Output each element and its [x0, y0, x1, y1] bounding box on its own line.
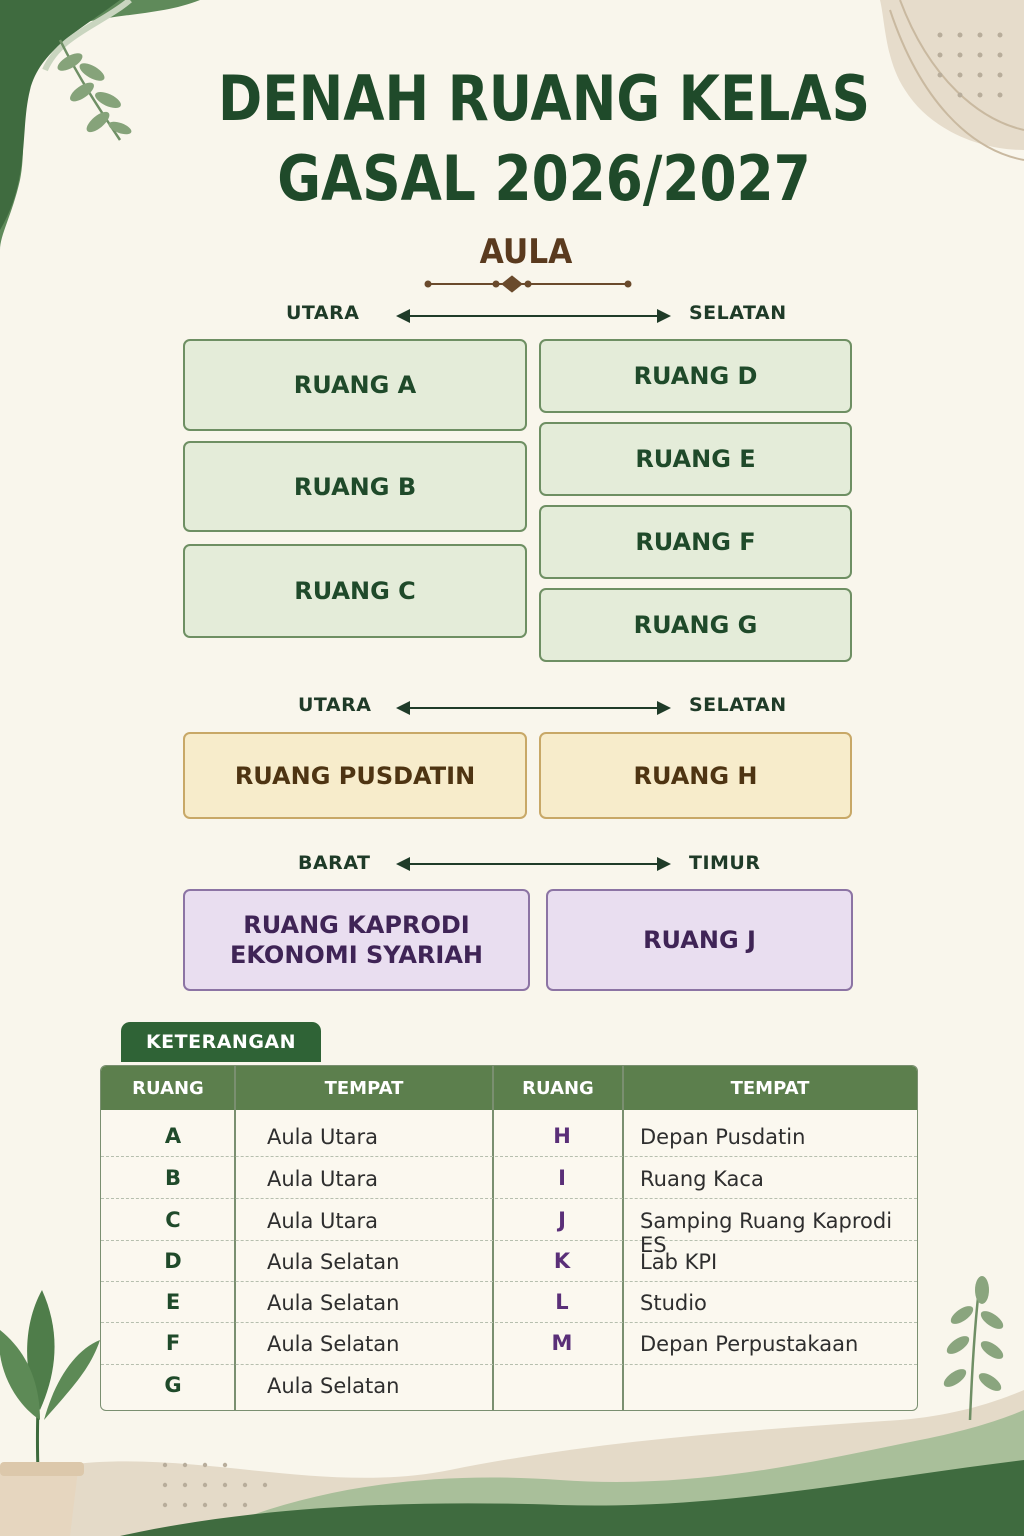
double-arrow-icon [396, 309, 671, 323]
room-j [546, 889, 853, 991]
room-g [539, 588, 852, 662]
room-d-label: RUANG D [633, 362, 758, 390]
header-ruang: RUANG [522, 1078, 594, 1099]
header-tempat: TEMPAT [730, 1078, 810, 1099]
row-divider [101, 1198, 917, 1199]
legend-place: Aula Selatan [267, 1250, 400, 1274]
aula-heading: AULA [479, 232, 573, 272]
room-e [539, 422, 852, 496]
double-arrow-icon [396, 857, 671, 871]
legend-place: Aula Utara [267, 1125, 379, 1149]
room-b [183, 441, 527, 532]
legend-place: Ruang Kaca [640, 1167, 764, 1191]
legend-table-header [101, 1066, 917, 1110]
double-arrow-icon [396, 701, 671, 715]
legend-code: A [164, 1124, 182, 1148]
legend-place: Depan Perpustakaan [640, 1332, 859, 1356]
direction-label-left: UTARA [286, 302, 360, 324]
room-f-label: RUANG F [635, 528, 756, 556]
room-d [539, 339, 852, 413]
legend-code: F [165, 1331, 181, 1355]
legend-place: Aula Selatan [267, 1374, 400, 1398]
room-f [539, 505, 852, 579]
room-g-label: RUANG G [633, 611, 758, 639]
header-ruang: RUANG [132, 1078, 204, 1099]
room-c-label: RUANG C [294, 577, 416, 605]
legend-code: K [553, 1249, 571, 1273]
direction-label-left: BARAT [298, 852, 371, 874]
direction-label-right: SELATAN [689, 302, 787, 324]
direction-label-left: UTARA [298, 694, 372, 716]
legend-code: M [551, 1331, 573, 1355]
legend-code: I [558, 1166, 566, 1190]
legend-place: Studio [640, 1291, 707, 1315]
row-divider [101, 1281, 917, 1282]
room-h [539, 732, 852, 819]
column-divider [492, 1066, 494, 1410]
column-divider [622, 1066, 624, 1410]
row-divider [101, 1156, 917, 1157]
room-j-label: RUANG J [643, 926, 756, 954]
legend-place: Aula Utara [267, 1167, 379, 1191]
room-kaprodi [183, 889, 530, 991]
ornament-divider-icon [425, 276, 631, 292]
page-subtitle: GASAL 2026/2027 [277, 142, 811, 215]
room-c [183, 544, 527, 638]
legend-place: Lab KPI [640, 1250, 718, 1274]
direction-label-right: SELATAN [689, 694, 787, 716]
column-divider [234, 1066, 236, 1410]
room-kaprodi-label: RUANG KAPRODI EKONOMI SYARIAH [230, 911, 483, 969]
room-b-label: RUANG B [293, 472, 417, 501]
legend-place: Samping Ruang Kaprodi ES [640, 1209, 893, 1257]
legend-place: Aula Selatan [267, 1332, 400, 1356]
legend-table [100, 1065, 918, 1411]
legend-place: Aula Utara [267, 1209, 379, 1233]
legend-code: C [165, 1208, 181, 1232]
legend-code: B [164, 1166, 181, 1190]
legend-code: D [164, 1249, 182, 1273]
legend-tab: KETERANGAN [121, 1022, 321, 1062]
legend-code: H [553, 1124, 571, 1148]
room-a [183, 339, 527, 431]
direction-label-right: TIMUR [689, 852, 761, 874]
header-tempat: TEMPAT [324, 1078, 404, 1099]
room-pusdatin-label: RUANG PUSDATIN [234, 761, 476, 790]
room-a-label: RUANG A [293, 371, 417, 399]
room-h-label: RUANG H [633, 761, 758, 790]
legend-place: Depan Pusdatin [640, 1125, 806, 1149]
legend-place: Aula Selatan [267, 1291, 400, 1315]
row-divider [101, 1322, 917, 1323]
legend-code: E [165, 1290, 181, 1314]
page-title: DENAH RUANG KELAS [217, 62, 871, 135]
legend-code: G [164, 1373, 182, 1397]
legend-code: J [558, 1208, 566, 1232]
room-e-label: RUANG E [635, 445, 756, 473]
room-pusdatin [183, 732, 527, 819]
row-divider [101, 1364, 917, 1365]
legend-code: L [555, 1290, 569, 1314]
